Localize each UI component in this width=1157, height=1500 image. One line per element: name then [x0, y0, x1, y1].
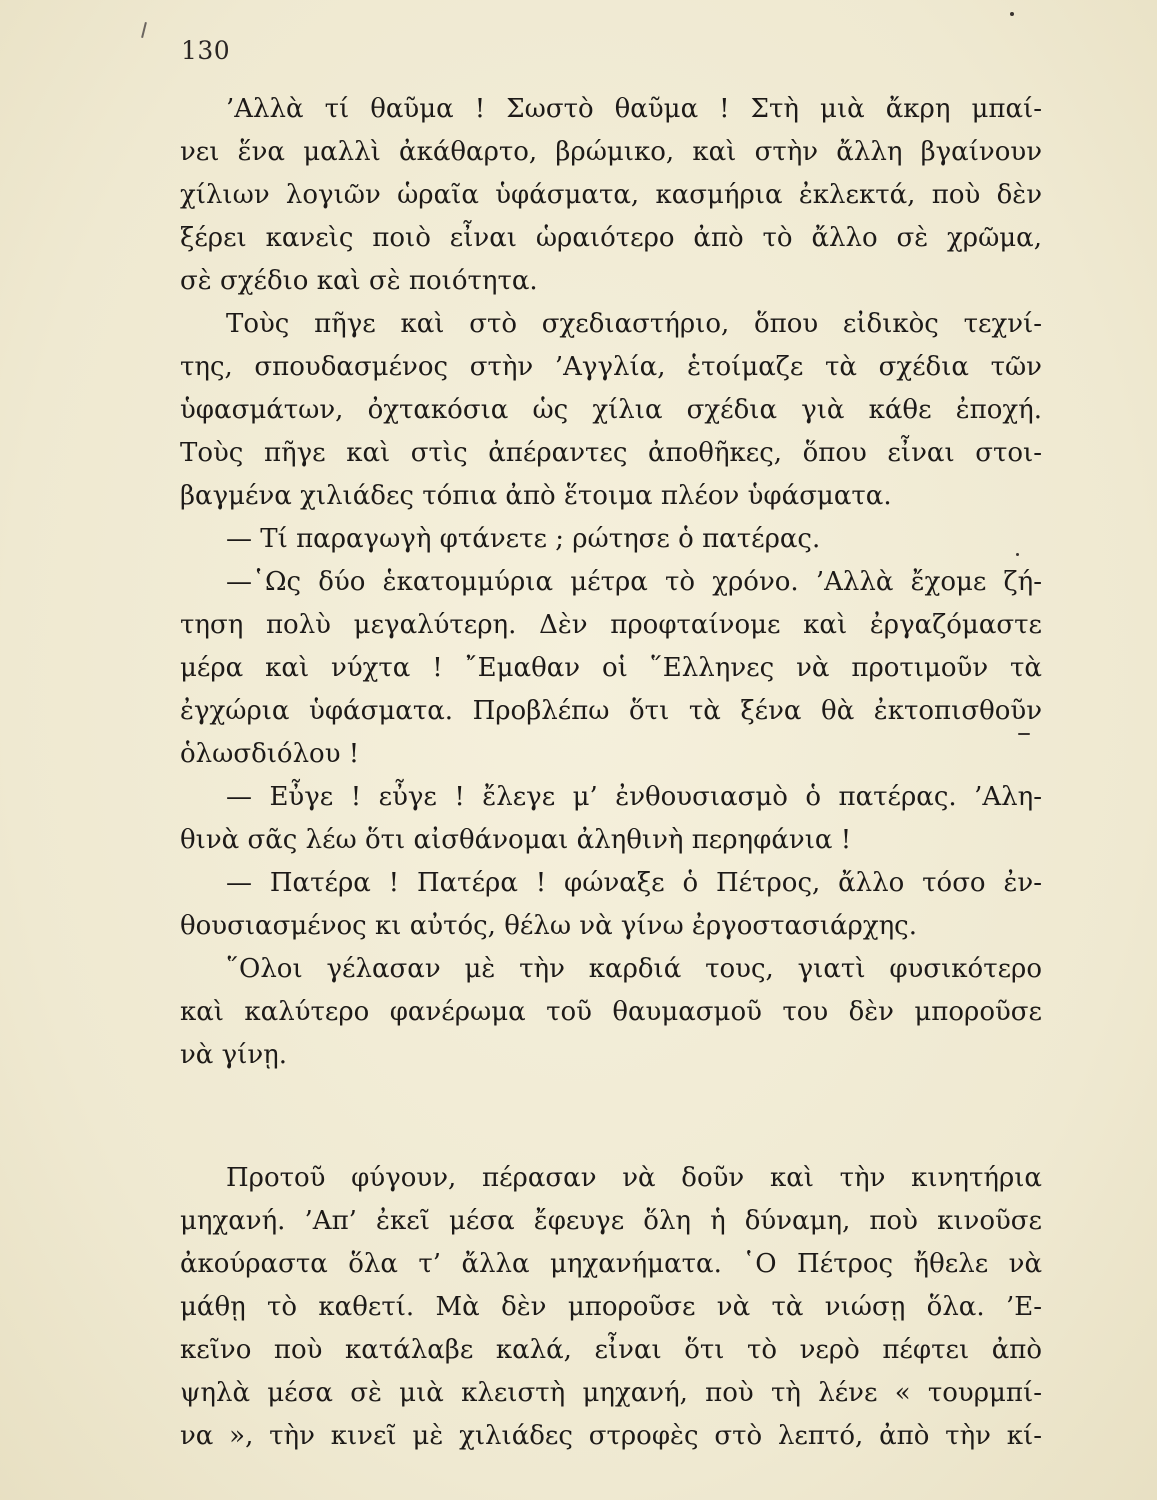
text-section-1	[180, 88, 1042, 1077]
margin-mark	[141, 22, 147, 38]
text-line: μηχανή. ’Απ’ ἐκεῖ μέσα ἔφευγε ὅλη ἡ δύναμη, ποὺ κινοῦσε	[180, 1206, 1042, 1236]
text-line: χίλιων λογιῶν ὡραῖα ὑφάσματα, κασμήρια ἐκλεκτά, ποὺ δὲν	[180, 180, 1042, 210]
text-line: Τοὺς πῆγε καὶ στὸ σχεδιαστήριο, ὅπου εἰδικὸς τεχνί-	[226, 309, 1042, 339]
text-line: ξέρει κανεὶς ποιὸ εἶναι ὡραιότερο ἀπὸ τὸ ἄλλο σὲ χρῶμα,	[180, 223, 1042, 253]
text-line: — Εὖγε ! εὖγε ! ἔλεγε μ’ ἐνθουσιασμὸ ὁ πατέρας. ’Αλη-	[226, 782, 1042, 812]
text-line: βαγμένα χιλιάδες τόπια ἀπὸ ἕτοιμα πλέον ὑφάσματα.	[180, 481, 892, 511]
text-line: κεῖνο ποὺ κατάλαβε καλά, εἶναι ὅτι τὸ νερὸ πέφτει ἀπὸ	[180, 1335, 1042, 1365]
text-line: ψηλὰ μέσα σὲ μιὰ κλειστὴ μηχανή, ποὺ τὴ λένε « τουρμπί-	[180, 1378, 1042, 1408]
text-line: θινὰ σᾶς λέω ὅτι αἰσθάνομαι ἀληθινὴ περηφάνια !	[180, 825, 852, 855]
ink-speck	[1018, 733, 1030, 735]
text-line: θουσιασμένος κι αὐτός, θέλω νὰ γίνω ἐργοστασιάρχης.	[180, 911, 917, 941]
text-line: ῞Ολοι γέλασαν μὲ τὴν καρδιά τους, γιατὶ φυσικότερο	[226, 954, 1042, 984]
text-section-2	[180, 1157, 1042, 1458]
text-line: ἀκούραστα ὅλα τ’ ἄλλα μηχανήματα. ῾Ο Πέτρος ἤθελε νὰ	[180, 1249, 1042, 1279]
text-line: Προτοῦ φύγουν, πέρασαν νὰ δοῦν καὶ τὴν κινητήρια	[226, 1163, 1042, 1193]
ink-speck	[1016, 553, 1019, 556]
text-line: να », τὴν κινεῖ μὲ χιλιάδες στροφὲς στὸ λεπτό, ἀπὸ τὴν κί-	[180, 1421, 1042, 1451]
text-line: — Πατέρα ! Πατέρα ! φώναξε ὁ Πέτρος, ἄλλο τόσο ἐν-	[226, 868, 1042, 898]
text-line: ὁλωσδιόλου !	[180, 739, 360, 769]
text-line: —῾Ως δύο ἑκατομμύρια μέτρα τὸ χρόνο. ’Αλλὰ ἔχομε ζή-	[226, 567, 1042, 597]
text-line: καὶ καλύτερο φανέρωμα τοῦ θαυμασμοῦ του δὲν μποροῦσε	[180, 997, 1042, 1027]
text-line: νὰ γίνῃ.	[180, 1040, 288, 1070]
text-line: σὲ σχέδιο καὶ σὲ ποιότητα.	[180, 266, 538, 296]
text-line: μάθῃ τὸ καθετί. Μὰ δὲν μποροῦσε νὰ τὰ νιώσῃ ὅλα. ’Ε-	[180, 1292, 1042, 1322]
text-line: — Τί παραγωγὴ φτάνετε ; ρώτησε ὁ πατέρας.	[226, 524, 821, 554]
text-line: της, σπουδασμένος στὴν ’Αγγλία, ἑτοίμαζε τὰ σχέδια τῶν	[180, 352, 1042, 382]
text-line: ἐγχώρια ὑφάσματα. Προβλέπω ὅτι τὰ ξένα θὰ ἐκτοπισθοῦν	[180, 696, 1042, 726]
body-text	[180, 88, 1042, 1458]
text-line: ὑφασμάτων, ὀχτακόσια ὡς χίλια σχέδια γιὰ κάθε ἐποχή.	[180, 395, 1042, 425]
text-line: μέρα καὶ νύχτα ! ῎Εμαθαν οἱ ῞Ελληνες νὰ προτιμοῦν τὰ	[180, 653, 1042, 683]
page-number: 130	[181, 36, 231, 65]
text-line: ’Αλλὰ τί θαῦμα ! Σωστὸ θαῦμα ! Στὴ μιὰ ἄκρη μπαί-	[226, 94, 1042, 124]
text-line: νει ἕνα μαλλὶ ἀκάθαρτο, βρώμικο, καὶ στὴν ἄλλη βγαίνουν	[180, 137, 1042, 167]
text-line: Τοὺς πῆγε καὶ στὶς ἀπέραντες ἀποθῆκες, ὅπου εἶναι στοι-	[180, 438, 1042, 468]
text-line: τηση πολὺ μεγαλύτερη. Δὲν προφταίνομε καὶ ἐργαζόμαστε	[180, 610, 1042, 640]
ink-speck	[1010, 12, 1014, 16]
section-break	[180, 1077, 1042, 1157]
